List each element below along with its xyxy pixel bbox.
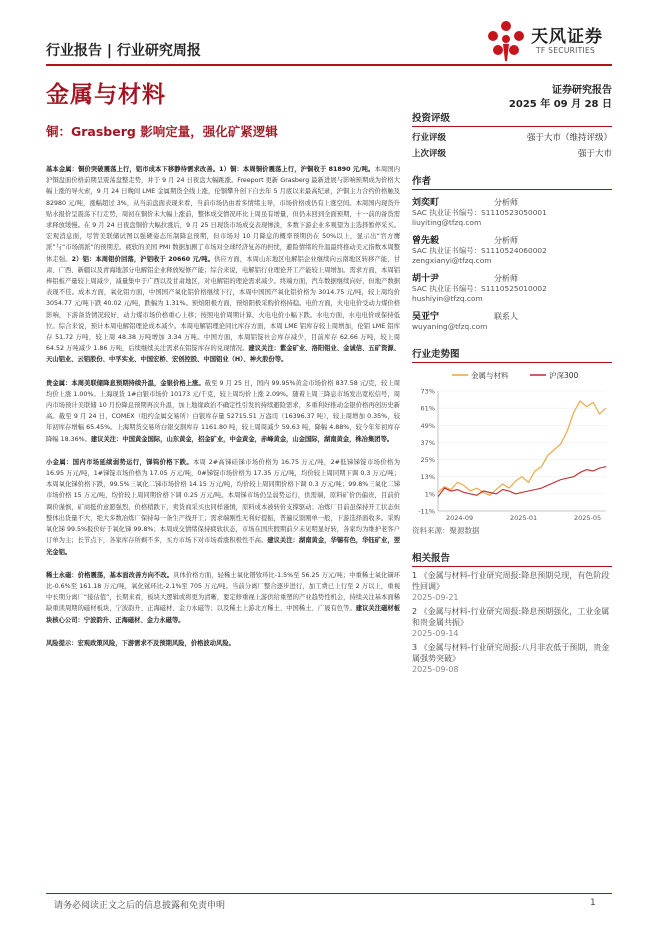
p1-al-text: 供应方面，本周山东地区电解铝企业继续向云南地区转移产能，甘肃、广西、新疆以及青海地部分电解铝企业释放短修产能；综合来说，电解铝行业理论开工产能较上周增加。需求方面，本周铝棒铝板产量较上周减少，减量集中于广西以及甘肃地区，对电解铝的理论需求减少。终端方面，汽车数据继续向好，但地产数据表现不佳。成本方面，氧化铝方面，中国国产氧化铝价格继续下行，本周中国国产氧化铝价格为 3014.75 元/吨，较上周均价 3054.77 元/吨下跌 40.02 元/吨，跌幅为 1.31%。预焙阳极方面，预焙阳极采购价格持稳。电价方面，火电电价受动力煤价格影响，下游备货情况较好，动力煤市场价格重心上移；按照电价周期计算，火电电价小幅下跌。水电方面，水电电价或保持低位。综合来说，预计本周电解铝理论成本减少。本周电解铝理论同比库存方面，本周 LME 铝库存较上周增加，伦铝 LME 铝库存 51.72 万吨，较上周 48.38 万吨增加 3.34 万吨。中国方面，本周铝锭社会库存减少，目前库存 62.66 万吨，较上周 64.52 万吨减少 1.86 万吨，后续继续关注需求在铝锭库存的兑现情况。 xyxy=(46,255,400,353)
analyst-cert: SAC 执业证书编号：S1110524060002 xyxy=(412,246,547,255)
related-report-date: 2025-09-21 xyxy=(412,593,459,602)
paragraph-risk xyxy=(46,638,400,649)
y-tick-label: 25% xyxy=(420,456,435,465)
industry-rating-label: 行业评级 xyxy=(412,133,447,143)
last-rating-row xyxy=(412,147,612,159)
sidebar xyxy=(412,110,612,675)
industry-trend-chart xyxy=(412,365,612,523)
report-type: 行业报告 | 行业研究周报 xyxy=(46,43,201,59)
y-tick-label: 1% xyxy=(424,490,435,499)
p2-reco: 建议关注：中国黄金国际，山东黄金，招金矿业，中金黄金，赤峰黄金，山金国际，湖南黄金，株冶集团等。 xyxy=(90,435,394,443)
p4-lead: 稀土永磁：价格震荡，基本面改善方向不改。 xyxy=(46,571,174,579)
risk-text: 宏观政策风险，下游需求不及预期风险，价格波动风险。 xyxy=(77,639,235,647)
analyst-cert: SAC 执业证书编号：S1110523050001 xyxy=(412,208,547,217)
related-report-title: 1 《金属与材料-行业研究周报:降息预期兑现，有色阶段性回调》 xyxy=(412,571,610,591)
analyst-name: 刘奕町 xyxy=(412,198,440,208)
y-tick-label: 61% xyxy=(420,404,435,413)
chart-source: 资料来源：聚源数据 xyxy=(412,526,480,535)
y-tick-label: 49% xyxy=(420,421,435,430)
y-tick-label: 37% xyxy=(420,438,435,447)
p1-reco: 建议关注：紫金矿业、洛阳钼业、金诚信、五矿资源、天山铝业、云铝股份、中孚实业、中国宏桥、宏创控股、中国铝业（H）、神火股份等。 xyxy=(46,345,400,364)
p3-reco: 建议关注：湖南黄金，华锡有色，华钰矿业，翌光金铝。 xyxy=(46,537,401,556)
analyst-email[interactable]: zengxianyi@tfzq.com xyxy=(412,256,492,265)
report-headline: 铜：Grasberg 影响定量，强化矿紧逻辑 xyxy=(46,124,278,139)
p1-text: 本周国内沪铜盘面价格前期呈震荡盘整走势，并于 9 月 24 日夜盘大幅跳涨。Freeport 更新 Grasberg 最新进展与影响预期成为价格大幅上涨的导火索，9 月 24 日晚间 LME 金属期货全线上涨，伦铜攀升创下自去年 5 月底以来最高纪录，沪铜主力合约价格触及 82980 元/吨，涨幅超过 3%，从当前盘面表现来看，当前市场仍由看多情绪主导，市场价格或仍有上涨空间。本周国内现货升贴水报价呈震荡下行走势，周初在铜价未大幅上涨前，整体成交情况环比上周虽有增量，但仍未回到全面预期，十一前的备货需求释放缓慢。在 9 月 24 日夜盘铜价大幅拉涨后，9 月 25 日现货市场成交表现惨淡，多数下游企业多观望为主选择暂停采买。宏观消息面，尽管美联储试图以强硬姿态压制降息预期，但市场对 10 月降息的概率预期仍在 50%以上，显示出“官方鹰派”与“市场鸽派”的预期差。疲软的美国 PMI 数据加剧了市场对全球经济复苏的担忧，避险情绪的升温最终推动美元指数本周整体走强。 xyxy=(46,166,401,263)
p2-lead: 贵金属：本周美联储降息预期持续升温，金银价格上涨。 xyxy=(46,379,205,387)
logo-name: 天风证券 xyxy=(531,27,603,47)
paragraph-base-metals xyxy=(46,164,400,366)
header-divider xyxy=(46,64,612,66)
analyst-card xyxy=(412,312,612,332)
analyst-name: 吴亚宁 xyxy=(412,312,440,322)
analyst-name: 胡十尹 xyxy=(412,274,440,284)
sector-title: 金属与材料 xyxy=(46,82,166,108)
p1-copper-lead: 1）铜：本周铜价震荡上行，沪铜收于 81890 元/吨。 xyxy=(219,166,375,173)
risk-label: 风险提示： xyxy=(46,639,78,647)
body-text xyxy=(46,164,400,661)
trend-title: 行业走势图 xyxy=(412,346,612,363)
analyst-email[interactable]: wuyaning@tfzq.com xyxy=(412,322,488,331)
last-rating-value: 强于大市 xyxy=(577,149,612,159)
x-tick-label: 2024-09 xyxy=(446,514,474,522)
industry-rating-row xyxy=(412,131,612,143)
paragraph-minor-metals xyxy=(46,457,400,558)
rating-title: 投资评级 xyxy=(412,110,612,127)
related-report[interactable] xyxy=(412,570,612,603)
p4-text: 具体价格方面，轻稀土氧化镨钕环比-1.5%至 56.25 万元/吨；中重稀土氧化镝环比-0.6%至 161.18 万元/吨，氧化铽环比-2.1%至 705 万元/吨。当前分离厂整合逐步进行，加工费已上行至 2 万以上，重视中长期分离厂“接估值”，长期来看，板块大逻辑或将更为清晰，要定修重视上游供给重塑的产业趋势性机会，持续关注基本面稀缺重读周期的磁材板块，宁波韵升、正海磁材、金力永磁等；以及稀土上游北方稀土、中国稀土、广晟有色等。 xyxy=(46,571,401,613)
series-line-metals xyxy=(438,401,606,495)
footer-disclaimer[interactable]: 请务必阅读正文之后的信息披露和免责申明 xyxy=(54,901,226,911)
related-report-date: 2025-09-14 xyxy=(412,629,459,638)
analyst-card xyxy=(412,236,612,266)
paragraph-precious-metals xyxy=(46,378,400,445)
footer-divider xyxy=(46,893,612,894)
analyst-cert: SAC 执业证书编号：S1110525010002 xyxy=(412,284,547,293)
legend-label: 金属与材料 xyxy=(471,371,509,380)
legend-label: 沪深300 xyxy=(549,371,579,380)
industry-rating-value: 强于大市（维持评级） xyxy=(526,133,612,143)
p3-text: 本周 2#高锑硅锑市场价格为 16.75 万元/吨，2#低锑锑锭市场价格为 16.95 万元/吨，1#锑锭市场价格为 17.05 万元/吨，0#锑锭市场价格为 17.35 万元/吨，均价较上周同期下调 0.3 万元/吨；本周氧化锑价格下跌，99.5%三氧化二锑市场价格 14.15 万元/吨，均价较上周同期价格下调 0.3 万元/吨；99.8%三氧化二锑市场价格 15 万元/吨，均价较上周同期价格下调 0.25 万元/吨。本周锑市场仍呈弱势运行，供需端，原料矿价仍偏贵，目前价调价谨慎，矿商挺价意愿强烈，价格稍跌下，卖货商采买也同样谨慎，原料成本被转价支撑驱动；冶炼厂目前虽保持开工状态但整体出货量不大，绝大多数冶炼厂保持每一条生产线开工；需求端刚性无利好提振，普遍反馈刚单一般，下游选择面收多。采购氧化锑 99.5%报价好于氧化锑 99.8%；本周成交情绪保持疲软状态，市场在国庆假期前夕未见明显好转，各家均为维护老客户订单为主；长节点下，各家库存所剩不多，买方市场下对市场看涨积极性不高。 xyxy=(46,458,401,545)
related-report-date: 2025-09-08 xyxy=(412,665,459,674)
report-date: 2025 年 09 月 28 日 xyxy=(508,99,612,110)
related-report[interactable] xyxy=(412,606,612,639)
p1-al-lead: 2）铝：本周铝价回落，沪铝收于 20660 元/吨。 xyxy=(71,255,215,263)
related-title: 相关报告 xyxy=(412,550,612,567)
analyst-email[interactable]: liuyiting@tfzq.com xyxy=(412,218,482,227)
analyst-role: 分析师 xyxy=(494,274,518,283)
p4-reco: 建议关注磁材板块核心公司：宁波韵升、正海磁材、金力永磁等。 xyxy=(46,605,401,624)
analyst-email[interactable]: hushiyin@tfzq.com xyxy=(412,294,483,303)
y-tick-label: 73% xyxy=(420,387,435,396)
logo-en: TF SECURITIES xyxy=(536,46,596,55)
paragraph-rare-earth xyxy=(46,570,400,626)
authors-title: 作者 xyxy=(412,173,612,190)
y-tick-label: -11% xyxy=(418,507,435,516)
x-tick-label: 2025-05 xyxy=(574,514,602,522)
related-report-title: 3 《金属与材料-行业研究周报:八月非农低于预期，贵金属强势突破》 xyxy=(412,643,610,663)
last-rating-label: 上次评级 xyxy=(412,149,447,159)
analyst-card xyxy=(412,198,612,228)
org-label: 证券研究报告 xyxy=(552,85,612,96)
related-report-title: 2 《金属与材料-行业研究周报:降息预期强化，工业金属和贵金属共振》 xyxy=(412,607,610,627)
related-report[interactable] xyxy=(412,642,612,675)
tf-securities-logo-icon xyxy=(484,17,528,63)
related-list xyxy=(412,570,612,675)
analyst-role: 分析师 xyxy=(494,198,518,207)
analyst-role: 联系人 xyxy=(494,312,518,321)
x-tick-label: 2025-01 xyxy=(510,514,538,522)
analyst-role: 分析师 xyxy=(494,236,518,245)
analyst-card xyxy=(412,274,612,304)
p1-lead: 基本金属：铜价突破震荡上行，铝市成本下移静待需求改善。 xyxy=(46,166,220,173)
p3-lead: 小金属：国内市场延续弱势运行，锑钨价格下跌。 xyxy=(46,458,193,466)
page-number: 1 xyxy=(590,898,596,908)
y-tick-label: 13% xyxy=(420,473,435,482)
analyst-name: 曾先毅 xyxy=(412,236,440,246)
series-line-csi300 xyxy=(438,467,606,497)
p2-text: 截至 9 月 25 日，国内 99.95%黄金市场价格 837.58 元/克，较上周均价上涨 1.00%。上海现货 1#白银市场价 10173 元/千克，较上周均价上涨 2.09%。随着上周三降息市场发出宽松信号，周内市场预计美联储 10 月份降息预期再次升温，加上地缘政治不确定性引发的持续避险需求，多重利好推动金银价格再创历史新高。截至 9 月 24 日，COMEX（纽约金属交易所）白银库存量 52715.51 万盎司（16396.37 吨），较上周增加 0.35%，较年初库存增幅 65.45%。上海期货交易所白银交割库存 1161.80 吨，较上周周减少 59.63 吨，降幅 4.88%，较今年年初库存降幅 18.36%。 xyxy=(46,379,401,443)
